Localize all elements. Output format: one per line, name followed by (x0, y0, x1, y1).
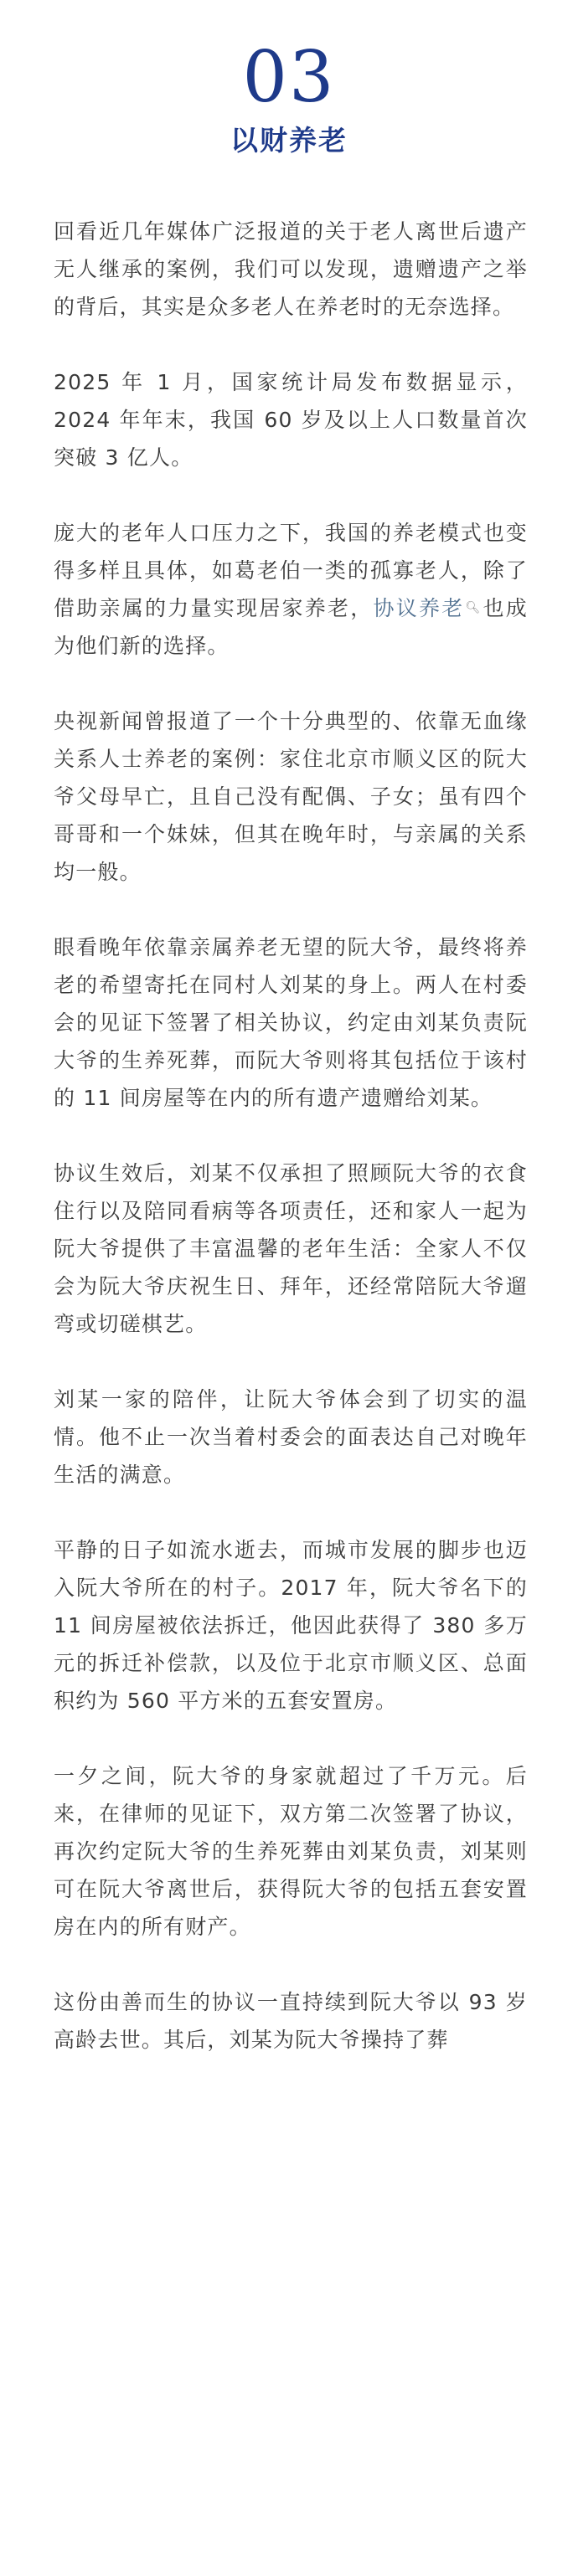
section-number: 03 (242, 36, 336, 118)
paragraph-2: 2025 年 1 月，国家统计局发布数据显示，2024 年年末，我国 60 岁及以上人口数量首次突破 3 亿人。 (54, 370, 528, 470)
paragraph-9: 一夕之间，阮大爷的身家就超过了千万元。后来，在律师的见证下，双方第二次签署了协议，再次约定阮大爷的生养死葬由刘某负责，刘某则可在阮大爷离世后，获得阮大爷的包括五套安置房在内的所有财产。 (54, 1764, 528, 1939)
paragraph-10: 这份由善而生的协议一直持续到阮大爷以 93 岁高龄去世。其后，刘某为阮大爷操持了葬 (54, 1990, 528, 2052)
paragraph-8: 平静的日子如流水逝去，而城市发展的脚步也迈入阮大爷所在的村子。2017 年，阮大爷名下的 11 间房屋被依法拆迁，他因此获得了 380 多万元的拆迁补偿款，以及位于北京市顺义区、总面积约为 560 平方米的五套安置房。 (54, 1538, 528, 1713)
section-header (0, 0, 578, 157)
search-icon[interactable]: 🔍︎ (465, 601, 482, 614)
paragraph-3 (54, 514, 528, 665)
paragraph-7: 刘某一家的陪伴，让阮大爷体会到了切实的温情。他不止一次当着村委会的面表达自己对晚年生活的满意。 (54, 1387, 528, 1487)
paragraph-1: 回看近几年媒体广泛报道的关于老人离世后遗产无人继承的案例，我们可以发现，遗赠遗产之举的背后，其实是众多老人在养老时的无奈选择。 (54, 219, 528, 319)
paragraph-4: 央视新闻曾报道了一个十分典型的、依靠无血缘关系人士养老的案例：家住北京市顺义区的阮大爷父母早亡，且自己没有配偶、子女；虽有四个哥哥和一个妹妹，但其在晚年时，与亲属的关系均一般。 (54, 709, 528, 884)
paragraph-3-text-after-link: 也成为他们新的选择。 (54, 596, 528, 658)
paragraph-6: 协议生效后，刘某不仅承担了照顾阮大爷的衣食住行以及陪同看病等各项责任，还和家人一起为阮大爷提供了丰富温馨的老年生活：全家人不仅会为阮大爷庆祝生日、拜年，还经常陪阮大爷遛弯或切磋棋艺。 (54, 1161, 528, 1336)
keyword-link-xieyi-yanglao[interactable]: 协议养老 (373, 596, 465, 620)
article-body (0, 213, 578, 2059)
section-title: 以财养老 (230, 124, 348, 157)
paragraph-5: 眼看晚年依靠亲属养老无望的阮大爷，最终将养老的希望寄托在同村人刘某的身上。两人在村委会的见证下签署了相关协议，约定由刘某负责阮大爷的生养死葬，而阮大爷则将其包括位于该村的 11 间房屋等在内的所有遗产遗赠给刘某。 (54, 935, 528, 1110)
paragraph-3-text-before-link: 庞大的老年人口压力之下，我国的养老模式也变得多样且具体，如葛老伯一类的孤寡老人，除了借助亲属的力量实现居家养老， (54, 521, 528, 620)
